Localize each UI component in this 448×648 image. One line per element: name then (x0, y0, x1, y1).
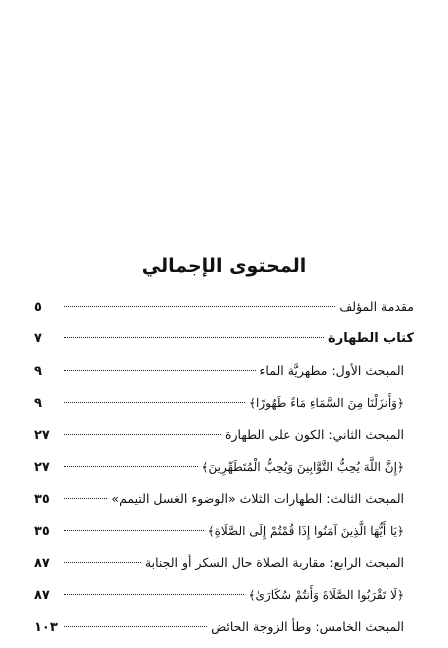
dot-leader (64, 594, 244, 595)
toc-page-number: ٧ (34, 331, 42, 346)
toc-entry-label: مقدمة المؤلف (339, 299, 414, 314)
toc-entry (34, 328, 414, 360)
toc-entry-label: المبحث الثالث: الطهارات الثلاث «الوضوء الغسل التيمم» (111, 491, 404, 506)
toc-page-number: ٨٧ (34, 588, 50, 603)
toc-entry (34, 488, 414, 520)
dot-leader (64, 466, 198, 467)
toc-entry (34, 552, 414, 584)
table-of-contents (34, 296, 414, 648)
toc-entry (34, 392, 414, 424)
toc-entry-verse: ﴿يَا أَيُّهَا الَّذِينَ آمَنُوا إِذَا قُمْتُمْ إِلَى الصَّلَاةِ﴾ (207, 524, 404, 538)
toc-entry-verse: ﴿وَأَنزَلْنَا مِنَ السَّمَاءِ مَاءً طَهُورًا﴾ (249, 396, 404, 410)
toc-entry-label: المبحث الخامس: وطأ الزوجة الحائض (211, 619, 404, 634)
toc-entry-label: كتاب الطهارة (328, 331, 414, 346)
dot-leader (64, 498, 107, 499)
toc-page-number: ٩ (34, 396, 42, 411)
dot-leader (64, 434, 221, 435)
toc-page-number: ٥ (34, 300, 42, 315)
dot-leader (64, 337, 324, 338)
toc-entry (34, 296, 414, 328)
toc-entry (34, 360, 414, 392)
toc-entry-label: المبحث الثاني: الكون على الطهارة (224, 427, 404, 442)
toc-page-number: ٢٧ (34, 428, 50, 443)
dot-leader (64, 402, 245, 403)
toc-entry-label: المبحث الأول: مطهريَّة الماء (259, 363, 404, 378)
toc-page-number: ٨٧ (34, 556, 50, 571)
toc-entry-label: المبحث الرابع: مقاربة الصلاة حال السكر أو الجنابة (144, 555, 404, 570)
dot-leader (64, 626, 207, 627)
toc-entry (34, 456, 414, 488)
toc-page-number: ١٠٣ (34, 620, 58, 635)
toc-page-number: ٢٧ (34, 460, 50, 475)
toc-entry (34, 520, 414, 552)
toc-page-number: ٩ (34, 364, 42, 379)
toc-entry (34, 584, 414, 616)
dot-leader (64, 370, 256, 371)
page-title: المحتوى الإجمالي (141, 255, 307, 277)
toc-entry (34, 424, 414, 456)
dot-leader (64, 306, 335, 307)
dot-leader (64, 530, 204, 531)
toc-page-number: ٣٥ (34, 524, 50, 539)
dot-leader (64, 562, 141, 563)
toc-entry (34, 616, 414, 648)
toc-entry-verse: ﴿إِنَّ اللَّهَ يُحِبُّ التَّوَّابِينَ وَيُحِبُّ الْمُتَطَهِّرِينَ﴾ (201, 460, 404, 474)
toc-page-number: ٣٥ (34, 492, 50, 507)
toc-entry-verse: ﴿لَا تَقْرَبُوا الصَّلَاةَ وَأَنتُمْ سُكَارَىٰ﴾ (248, 588, 404, 602)
